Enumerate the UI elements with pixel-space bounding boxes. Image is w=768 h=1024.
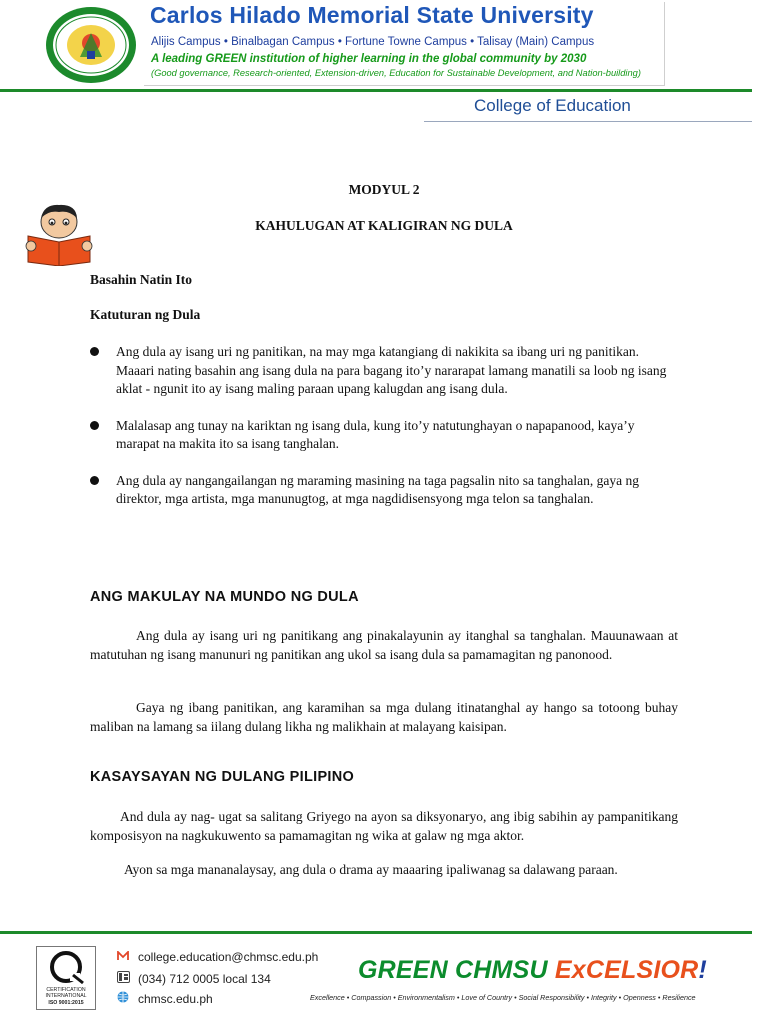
- university-name: Carlos Hilado Memorial State University: [150, 2, 594, 28]
- bullet-icon: [90, 421, 99, 430]
- paragraph: Ang dula ay isang uri ng panitikang ang pinakalayunin ay itanghal sa tanghalan. Mauunawaan at matutuhan ng isang manunuri ng panitikan ang ukol sa isang dula sa pamamagitan ng panonood.: [90, 628, 678, 662]
- certification-icon: [36, 946, 96, 1010]
- mail-icon: [116, 950, 130, 964]
- paragraph: And dula ay nag- ugat sa salitang Griyego na ayon sa diksyonaryo, ang ibig sabihin ay pampanitikang komposisyon na nagkukuwento sa pamamagitan ng wika at galaw ng mga aktor.: [90, 809, 678, 843]
- core-values: Excellence • Compassion • Environmentalism • Love of Country • Social Responsibility • Integrity • Openness • Resilience: [310, 993, 696, 1002]
- bullet-icon: [90, 476, 99, 485]
- contact-website[interactable]: chmsc.edu.ph: [116, 991, 213, 1006]
- definition-bullet-list: [90, 343, 680, 527]
- vision-tagline: A leading GREEN institution of higher learning in the global community by 2030: [151, 53, 587, 65]
- header-divider: [0, 89, 752, 92]
- campus-list: Alijis Campus • Binalbagan Campus • Fortune Towne Campus • Talisay (Main) Campus: [151, 36, 595, 48]
- cert-line-1: CERTIFICATION: [46, 987, 86, 993]
- contact-phone[interactable]: (034) 712 0005 local 134: [116, 971, 271, 986]
- section-title: KASAYSAYAN NG DULANG PILIPINO: [90, 769, 355, 785]
- read-heading: Basahin Natin Ito: [90, 272, 193, 287]
- definition-heading: Katuturan ng Dula: [90, 307, 201, 322]
- paragraph: Gaya ng ibang panitikan, ang karamihan sa mga dulang itinatanghal ay hango sa totoong buhay maliban na lamang sa iilang dulang likha ng malikhain at malayang kaisipan.: [90, 700, 678, 734]
- module-title: KAHULUGAN AT KALIGIRAN NG DULA: [255, 218, 513, 233]
- paragraph: Ayon sa mga mananalaysay, ang dula o drama ay maaaring ipaliwanag sa dalawang paraan.: [124, 862, 618, 877]
- college-underline: [424, 121, 752, 122]
- list-item: Ang dula ay isang uri ng panitikan, na may mga katangiang di nakikita sa ibang uri ng panitikan. Maaari nating basahin ang isang dula na para bagang ito’y nararapat lamang manatili sa loob ng isang aklat - ngunit ito ay isang maling paraan upang kalugdan ang isang dula.: [90, 343, 680, 399]
- slogan-excelsior: ExCELSIOR: [554, 956, 699, 984]
- university-seal-icon: [44, 5, 138, 85]
- section-title: ANG MAKULAY NA MUNDO NG DULA: [90, 589, 359, 605]
- module-number: MODYUL 2: [348, 182, 420, 197]
- contact-email[interactable]: college.education@chmsc.edu.ph: [116, 950, 318, 964]
- phone-icon: [116, 971, 130, 986]
- slogan-exclamation: !: [698, 956, 707, 984]
- globe-icon: [116, 991, 130, 1006]
- college-name: College of Education: [474, 96, 631, 115]
- bullet-icon: [90, 347, 99, 356]
- cert-line-3: ISO 9001:2015: [48, 1000, 84, 1006]
- institution-slogan: [358, 956, 707, 985]
- vision-sub-tagline: (Good governance, Research-oriented, Extension-driven, Education for Sustainable Development, and Nation-building): [151, 68, 641, 78]
- footer-divider: [0, 931, 752, 934]
- reading-child-icon: [22, 202, 96, 266]
- cert-line-2: INTERNATIONAL: [45, 993, 87, 999]
- list-item: Ang dula ay nangangailangan ng maraming masining na taga pagsalin nito sa tanghalan, gaya ng direktor, mga artista, mga manunugtog, at mga nagdidisensyong mga telon sa tanghalan.: [90, 472, 680, 509]
- slogan-green: GREEN CHMSU: [358, 956, 555, 984]
- list-item: Malalasap ang tunay na kariktan ng isang dula, kung ito’y natutunghayan o napapanood, kaya’y marapat na makita ito sa isang tanghalan.: [90, 417, 680, 454]
